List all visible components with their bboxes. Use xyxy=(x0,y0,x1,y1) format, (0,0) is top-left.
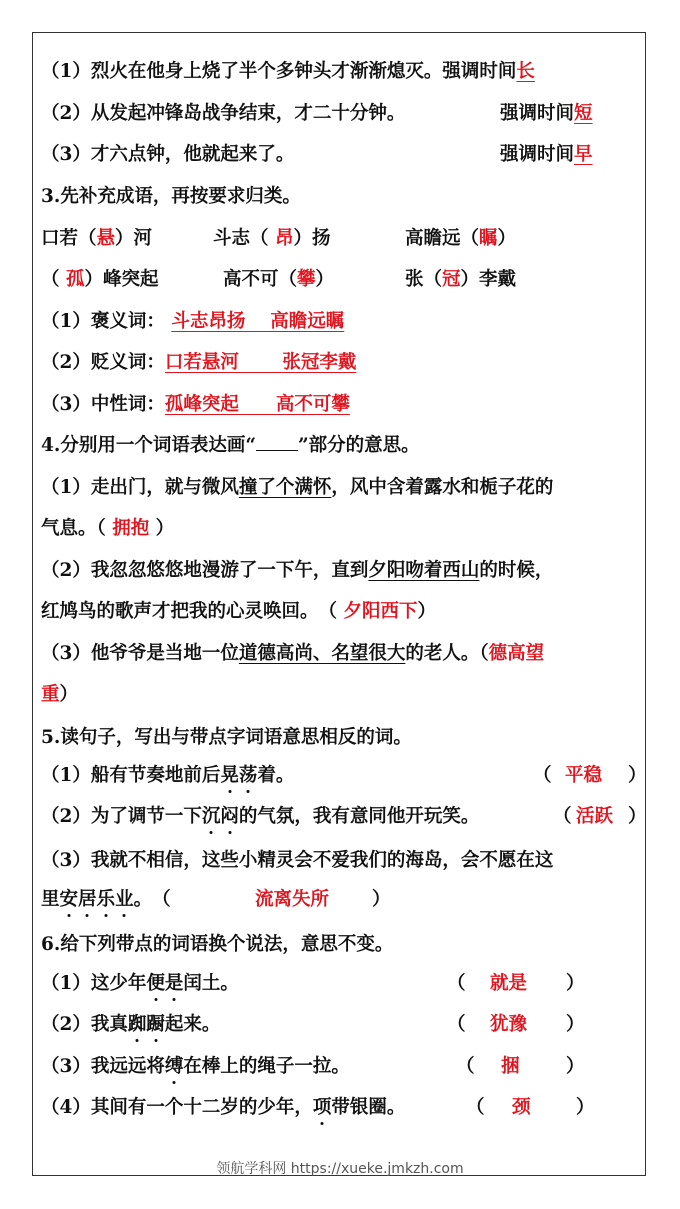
q5-s2-open: （ xyxy=(553,806,572,827)
q4-s2-answer: 红鸠鸟的歌声才把我的心灵唤回。 （ 夕阳西下） xyxy=(41,601,436,622)
q4-s3-answer: 重） xyxy=(41,684,79,705)
q5-s2: （2）为了调节一下沉闷的气氛，我有意同他开玩笑。 xyxy=(41,806,480,827)
q6-s3-answer: 捆 xyxy=(501,1056,520,1077)
q6-s2-open: （ xyxy=(447,1014,466,1035)
q6-s1-answer: 就是 xyxy=(490,973,528,994)
idiom-6: 张（冠）李戴 xyxy=(405,269,517,290)
q6-title: 6.给下列带点的词语换个说法，意思不变。 xyxy=(41,934,394,955)
q6-s4-open: （ xyxy=(466,1097,485,1118)
q5-s3-cont: 里安居乐业。 （ xyxy=(41,889,171,910)
category-3: （3）中性词：孤峰突起 高不可攀 xyxy=(41,394,350,415)
q6-s4-close: ） xyxy=(576,1097,595,1118)
q6-s4: （4）其间有一个十二岁的少年，项带银圈。 xyxy=(41,1097,406,1118)
q6-s1-close: ） xyxy=(566,973,585,994)
row-3-label: 强调时间早 xyxy=(500,144,593,165)
q5-s1-close: ） xyxy=(628,765,647,786)
q5-s3: （3）我就不相信，这些小精灵会不爱我们的海岛，会不愿在这 xyxy=(41,850,554,871)
q6-s4-answer: 颈 xyxy=(512,1097,531,1118)
category-2: （2）贬义词：口若悬河 张冠李戴 xyxy=(41,352,357,373)
footer-watermark: 领航学科网 https://xueke.jmkzh.com xyxy=(216,1161,464,1177)
blank-line xyxy=(256,436,298,451)
q3-title: 3.先补充成语，再按要求归类。 xyxy=(41,186,301,207)
q4-s1: （1）走出门，就与微风撞了个满怀，风中含着露水和栀子花的 xyxy=(41,477,554,498)
idiom-3: 高瞻远（瞩） xyxy=(405,228,517,249)
q5-s3-close: ） xyxy=(372,889,391,910)
row-3: （3）才六点钟，他就起来了。 xyxy=(41,144,295,165)
q6-s3-open: （ xyxy=(456,1056,475,1077)
idiom-4: （ 孤）峰突起 xyxy=(41,269,159,290)
row-2: （2）从发起冲锋岛战争结束，才二十分钟。 xyxy=(41,103,406,124)
row-2-label: 强调时间短 xyxy=(500,103,593,124)
q6-s3: （3）我远远将缚在棒上的绳子一拉。 xyxy=(41,1056,350,1077)
q4-s3: （3）他爷爷是当地一位道德高尚、名望很大的老人。（德高望 xyxy=(41,643,545,664)
q6-s2: （2）我真踟蹰起来。 xyxy=(41,1014,221,1035)
q5-title: 5.读句子，写出与带点字词语意思相反的词。 xyxy=(41,727,412,748)
q6-s3-close: ） xyxy=(566,1056,585,1077)
q4-s1-answer: 气息。（ 拥抱 ） xyxy=(41,518,175,539)
q4-title: 4.分别用一个词语表达画“ ”部分的意思。 xyxy=(41,435,420,456)
q6-s2-close: ） xyxy=(566,1014,585,1035)
row-1: （1）烈火在他身上烧了半个多钟头才渐渐熄灭。强调时间长 xyxy=(41,61,535,82)
q5-s2-answer: 活跃 xyxy=(576,806,614,827)
idiom-2: 斗志（ 昂）扬 xyxy=(213,228,331,249)
q5-s1-open: （ xyxy=(533,765,552,786)
q5-s1-answer: 平稳 xyxy=(565,765,603,786)
idiom-5: 高不可（攀） xyxy=(223,269,335,290)
q5-s3-answer: 流离失所 xyxy=(255,889,330,910)
q6-s1: （1）这少年便是闰土。 xyxy=(41,973,239,994)
q5-s1: （1）船有节奏地前后晃荡着。 xyxy=(41,765,295,786)
q6-s1-open: （ xyxy=(447,973,466,994)
idiom-1: 口若（悬）河 xyxy=(41,228,153,249)
q6-s2-answer: 犹豫 xyxy=(490,1014,528,1035)
q4-s2: （2）我忽忽悠悠地漫游了一下午，直到夕阳吻着西山的时候， xyxy=(41,560,554,581)
category-1: （1）褒义词： 斗志昂扬 高瞻远瞩 xyxy=(41,311,345,332)
q5-s2-close: ） xyxy=(628,806,647,827)
